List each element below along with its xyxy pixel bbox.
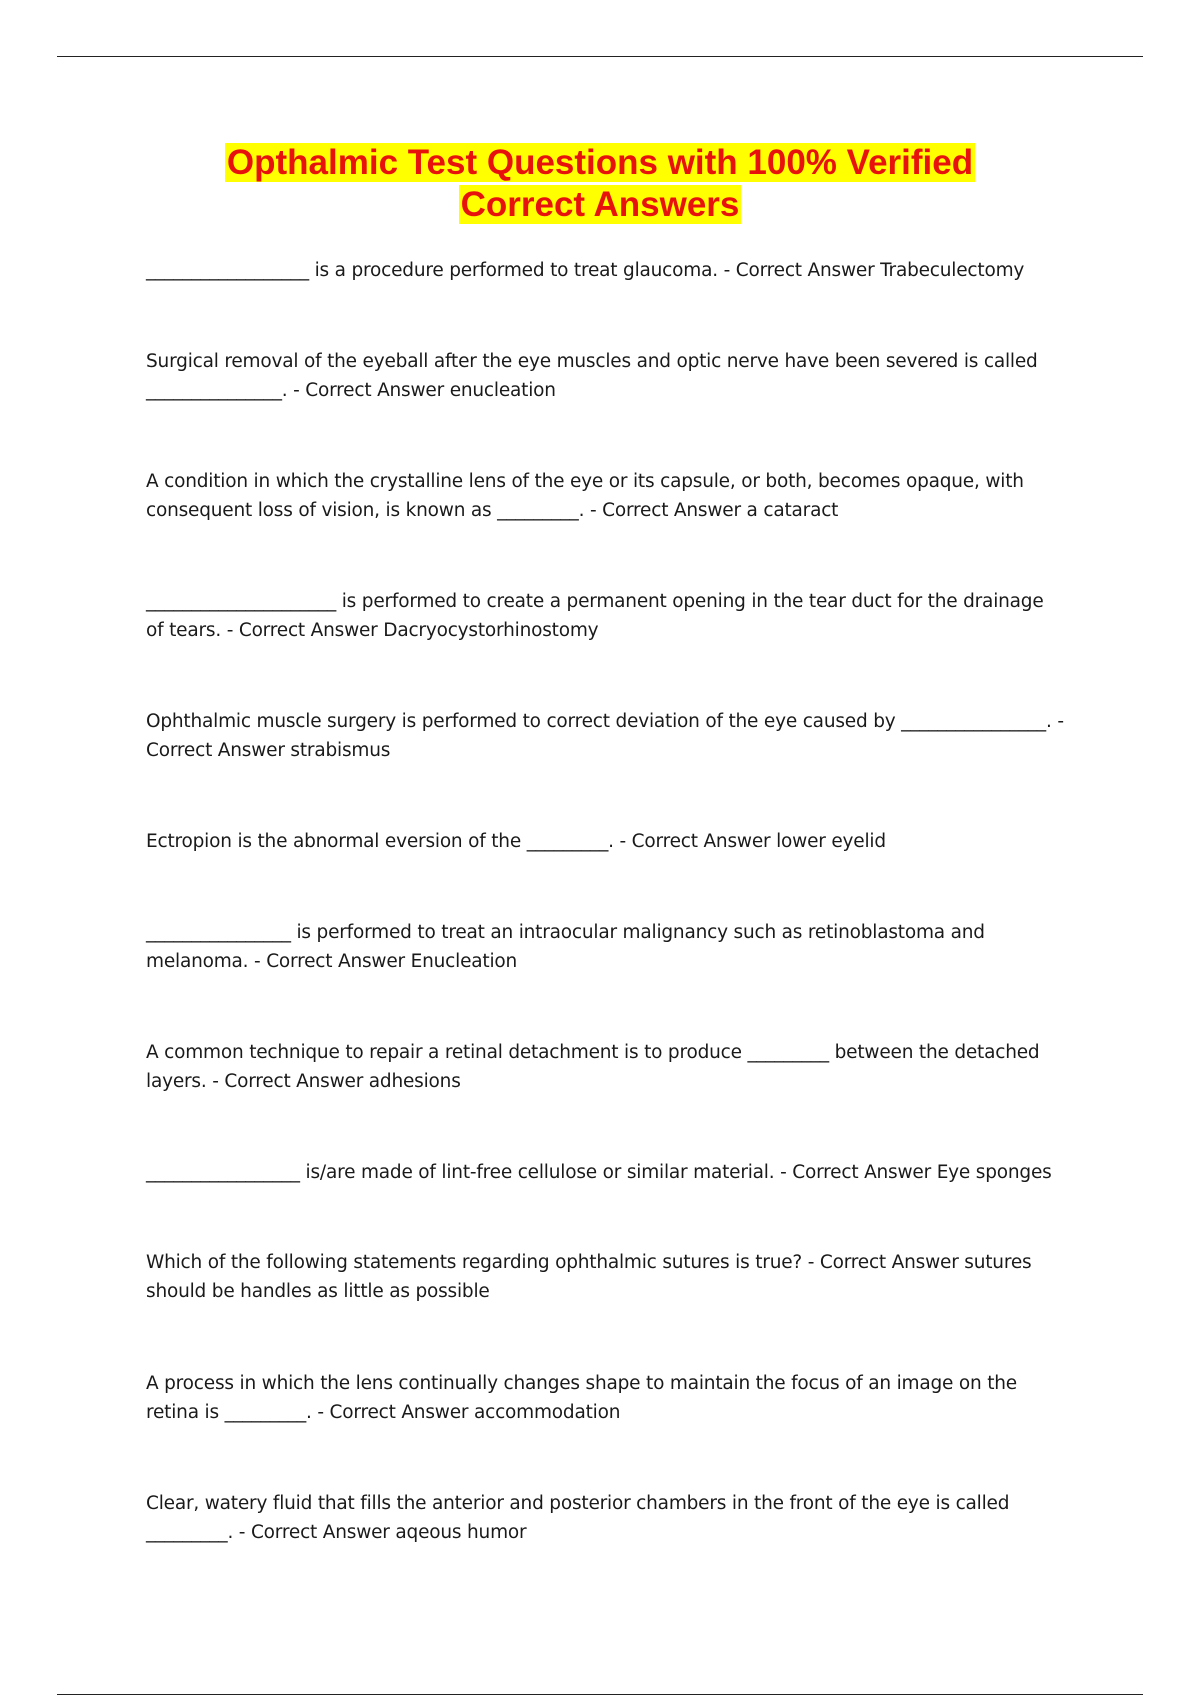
question-item: __________________ is a procedure performed to treat glaucoma. - Correct Answer Trabeculectomy [146, 260, 1025, 281]
question-item: _________________ is/are made of lint-free cellulose or similar material. - Correct Answer Eye sponges [146, 1162, 1052, 1183]
title-line-2: Correct Answers [460, 185, 740, 224]
title-line-1: Opthalmic Test Questions with 100% Verified [226, 143, 974, 182]
question-item: A common technique to repair a retinal detachment is to produce _________ between the detached layers. - Correct Answer adhesions [146, 1042, 1040, 1092]
question-item: A condition in which the crystalline lens of the eye or its capsule, or both, becomes opaque, with consequent loss of vision, is known as _________. - Correct Answer a cataract [146, 471, 1024, 521]
bottom-rule [57, 1694, 1143, 1695]
question-item: Which of the following statements regarding ophthalmic sutures is true? - Correct Answer sutures should be handles as little as possible [146, 1252, 1032, 1302]
question-item: ________________ is performed to treat an intraocular malignancy such as retinoblastoma and melanoma. - Correct Answer Enucleation [146, 922, 985, 972]
top-rule [57, 56, 1143, 57]
question-item: Clear, watery fluid that fills the anterior and posterior chambers in the front of the eye is called _________. - Correct Answer aqeous humor [146, 1493, 1010, 1543]
document-title [0, 142, 1200, 226]
question-item: Ophthalmic muscle surgery is performed to correct deviation of the eye caused by ________________. - Correct Answer strabismus [146, 711, 1064, 761]
question-item: Surgical removal of the eyeball after the eye muscles and optic nerve have been severed is called _______________. - Correct Answer enucleation [146, 351, 1038, 401]
question-item: Ectropion is the abnormal eversion of the _________. - Correct Answer lower eyelid [146, 831, 886, 852]
question-item: A process in which the lens continually changes shape to maintain the focus of an image on the retina is _________. - Correct Answer accommodation [146, 1373, 1017, 1423]
question-item: _____________________ is performed to create a permanent opening in the tear duct for the drainage of tears. - Correct Answer Dacryocystorhinostomy [146, 591, 1044, 641]
